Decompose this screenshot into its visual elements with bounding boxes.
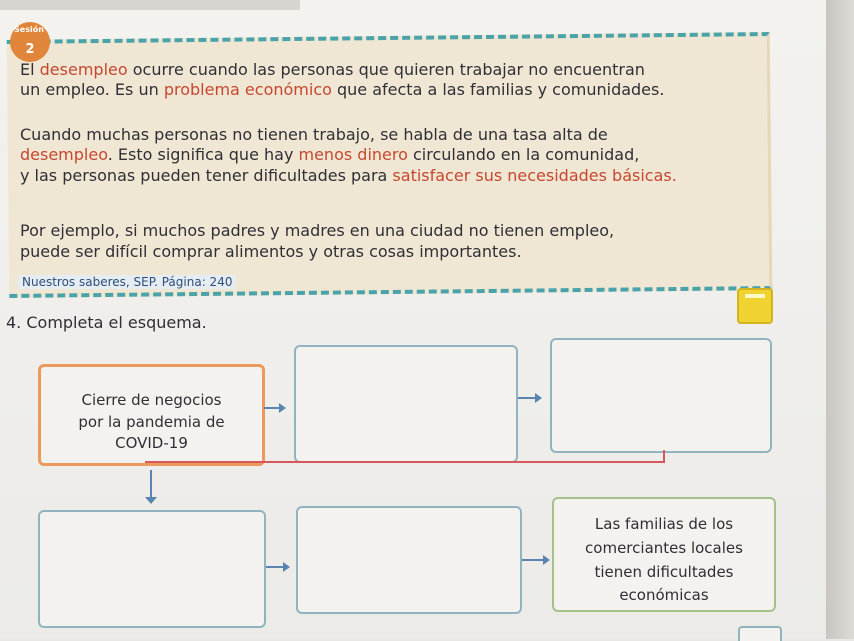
reading-line (20, 221, 614, 241)
reading-line (20, 145, 639, 165)
blank-box-5[interactable] (296, 506, 522, 614)
connector-line (145, 461, 665, 463)
blank-box-2[interactable] (294, 345, 518, 463)
reading-line (20, 80, 664, 100)
diagram-box-cause (38, 364, 265, 466)
reading-text: puede ser difícil comprar alimentos y otras cosas importantes. (20, 242, 522, 261)
box-line: COVID-19 (115, 434, 188, 452)
reading-text: Cuando muchas personas no tienen trabajo, se habla de una tasa alta de (20, 125, 608, 144)
box-line: económicas (619, 586, 709, 604)
session-number: 2 (25, 42, 35, 57)
reading-text: Por ejemplo, si muchos padres y madres en una ciudad no tienen empleo, (20, 221, 615, 240)
reading-line (20, 60, 645, 80)
top-strip (0, 0, 300, 10)
session-label: Sesión (14, 25, 44, 34)
arrow-right (518, 397, 540, 399)
reading-text: un empleo. Es un problema económico que afecta a las familias y comunidades. (20, 80, 665, 99)
arrow-right (522, 559, 548, 561)
reading-text: y las personas pueden tener dificultades para satisfacer sus necesidades básicas. (20, 166, 677, 185)
page-edge (826, 0, 854, 639)
diagram-box-effect (552, 497, 776, 612)
source-citation: Nuestros saberes, SEP. Página: 240 (18, 275, 236, 289)
session-badge (10, 22, 50, 62)
arrow-right (264, 407, 284, 409)
pencil-icon (737, 288, 773, 324)
blank-box-3[interactable] (550, 338, 772, 453)
blank-box-4[interactable] (38, 510, 266, 628)
reading-text: desempleo. Esto significa que hay menos dinero circulando en la comunidad, (20, 145, 640, 164)
box-line: por la pandemia de (78, 413, 225, 431)
box-line: tienen dificultades (594, 563, 734, 581)
exercise-instruction: 4. Completa el esquema. (6, 313, 207, 332)
reading-line (20, 166, 677, 186)
reading-line (20, 242, 522, 262)
box-line: comerciantes locales (585, 539, 743, 557)
box-line: Las familias de los (594, 515, 734, 533)
reading-line (20, 125, 608, 145)
reading-text: El desempleo ocurre cuando las personas que quieren trabajar no encuentran (20, 60, 645, 79)
arrow-down (150, 470, 152, 500)
arrow-right (266, 566, 288, 568)
box-line: Cierre de negocios (81, 391, 222, 409)
